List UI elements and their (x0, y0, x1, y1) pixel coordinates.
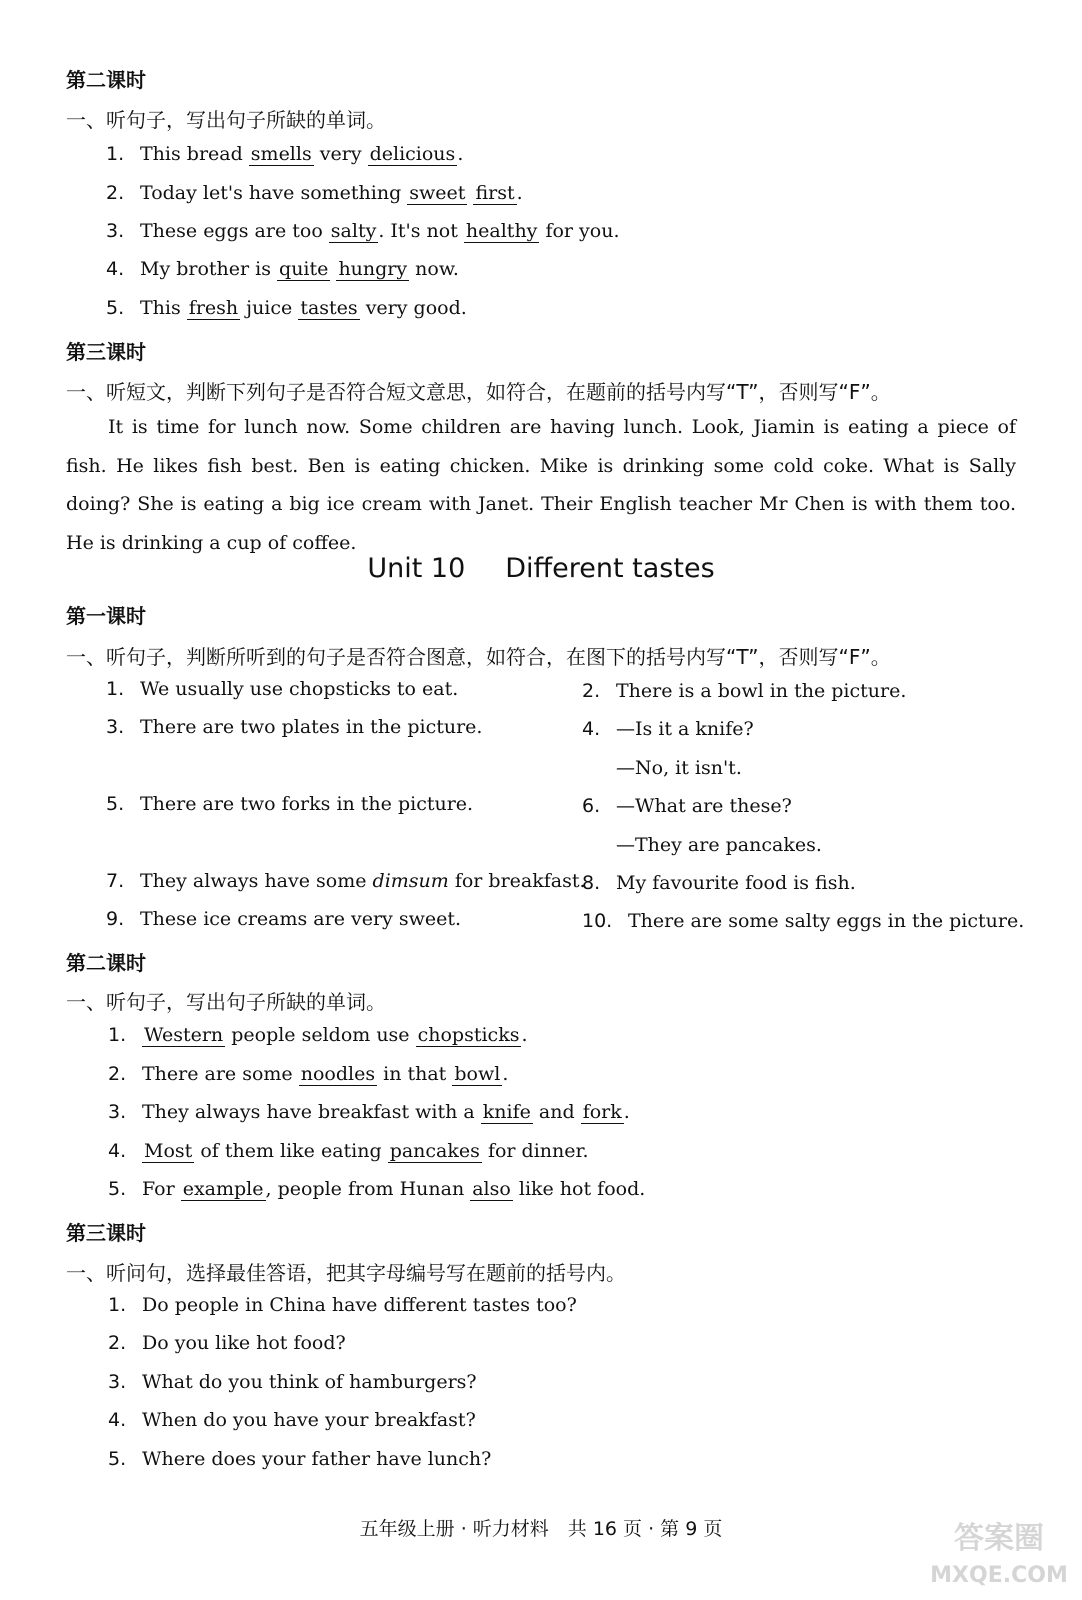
list-item: 4. Most of them like eating pancakes for dinner. (108, 1140, 589, 1162)
list-item: 2. There is a bowl in the picture. (582, 680, 907, 702)
watermark-logo (924, 1512, 1074, 1592)
answer-word: bowl (454, 1063, 501, 1085)
answer-word: example (182, 1178, 264, 1200)
section-heading: 第三课时 (66, 340, 146, 364)
answer-word: quite (279, 258, 329, 280)
list-item: 5. Where does your father have lunch? (108, 1448, 492, 1470)
list-item: 4. My brother is quite hungry now. (106, 258, 459, 280)
watermark-bottom-text: MXQE.COM (930, 1563, 1068, 1588)
list-item: 2. Today let's have something sweet first . (106, 182, 523, 204)
list-item: 3. These eggs are too salty . It's not healthy for you. (106, 220, 620, 242)
answer-word: Most (144, 1140, 193, 1162)
list-item: 5. There are two forks in the picture. (106, 793, 474, 815)
answer-word: tastes (300, 297, 358, 319)
section-instruction: 一、听问句，选择最佳答语，把其字母编号写在题前的括号内。 (66, 1261, 626, 1285)
listening-passage: It is time for lunch now. Some children are having lunch. Look, Jiamin is eating a piece of fish. He likes fish best. Ben is eating chicken. Mike is drinking some cold coke. What is Sally doing? She is eating a big ice cream with Janet. Their English teacher Mr Chen is with them too. He is drinking a cup of coffee. (66, 416, 1016, 554)
answer-word: hungry (338, 258, 408, 280)
section-instruction: 一、听句子，写出句子所缺的单词。 (66, 108, 386, 132)
unit-title: Unit 10 Different tastes (367, 553, 715, 584)
answer-word: fork (582, 1101, 622, 1123)
list-item: 9. These ice creams are very sweet. (106, 908, 461, 930)
dialogue-line: —They are pancakes. (616, 834, 822, 856)
answer-word: first (475, 182, 515, 204)
dialogue-line: —No, it isn't. (616, 757, 742, 779)
list-item: 1. Western people seldom use chopsticks . (108, 1024, 528, 1046)
section-instruction: 一、听句子，判断所听到的句子是否符合图意，如符合，在图下的括号内写“T”，否则写“F”。 (66, 645, 891, 669)
list-item: 5. For example , people from Hunan also like hot food. (108, 1178, 646, 1200)
list-item: 6. —What are these? (582, 795, 792, 817)
list-item: 1. Do people in China have different tastes too? (108, 1294, 577, 1316)
list-item: 2. Do you like hot food? (108, 1332, 346, 1354)
answer-word: salty (330, 220, 377, 242)
answer-word: knife (482, 1101, 531, 1123)
answer-word: sweet (409, 182, 466, 204)
answer-word: fresh (188, 297, 239, 319)
list-item: 3. What do you think of hamburgers? (108, 1371, 477, 1393)
answer-word: Western (144, 1024, 224, 1046)
answer-word: noodles (300, 1063, 376, 1085)
section-heading: 第三课时 (66, 1221, 146, 1245)
answer-word: pancakes (389, 1140, 480, 1162)
section-instruction: 一、听短文，判断下列句子是否符合短文意思，如符合，在题前的括号内写“T”，否则写“F”。 (66, 380, 891, 404)
list-item: 4. When do you have your breakfast? (108, 1409, 476, 1431)
list-item: 3. There are two plates in the picture. (106, 716, 483, 738)
answer-word: smells (250, 143, 312, 165)
answer-word: chopsticks (417, 1024, 520, 1046)
section-heading: 第二课时 (66, 68, 146, 92)
section-heading: 第二课时 (66, 951, 146, 975)
answer-word: also (472, 1178, 511, 1200)
list-item: 8. My favourite food is fish. (582, 872, 856, 894)
answer-word: healthy (465, 220, 538, 242)
list-item: 7. They always have some dimsum for breakfast. (106, 870, 586, 892)
section-heading: 第一课时 (66, 604, 146, 628)
watermark-top-text: 答案圈 (954, 1521, 1044, 1556)
page-footer: 五年级上册 · 听力材料 共 16 页 · 第 9 页 (359, 1518, 723, 1540)
list-item: 1. We usually use chopsticks to eat. (106, 678, 459, 700)
answer-word: delicious (369, 143, 456, 165)
list-item: 4. —Is it a knife? (582, 718, 754, 740)
list-item: 3. They always have breakfast with a knife and fork . (108, 1101, 630, 1123)
section-instruction: 一、听句子，写出句子所缺的单词。 (66, 990, 386, 1014)
list-item: 10. There are some salty eggs in the picture. (582, 910, 1025, 932)
list-item: 2. There are some noodles in that bowl . (108, 1063, 509, 1085)
list-item: 1. This bread smells very delicious . (106, 143, 464, 165)
list-item: 5. This fresh juice tastes very good. (106, 297, 467, 319)
